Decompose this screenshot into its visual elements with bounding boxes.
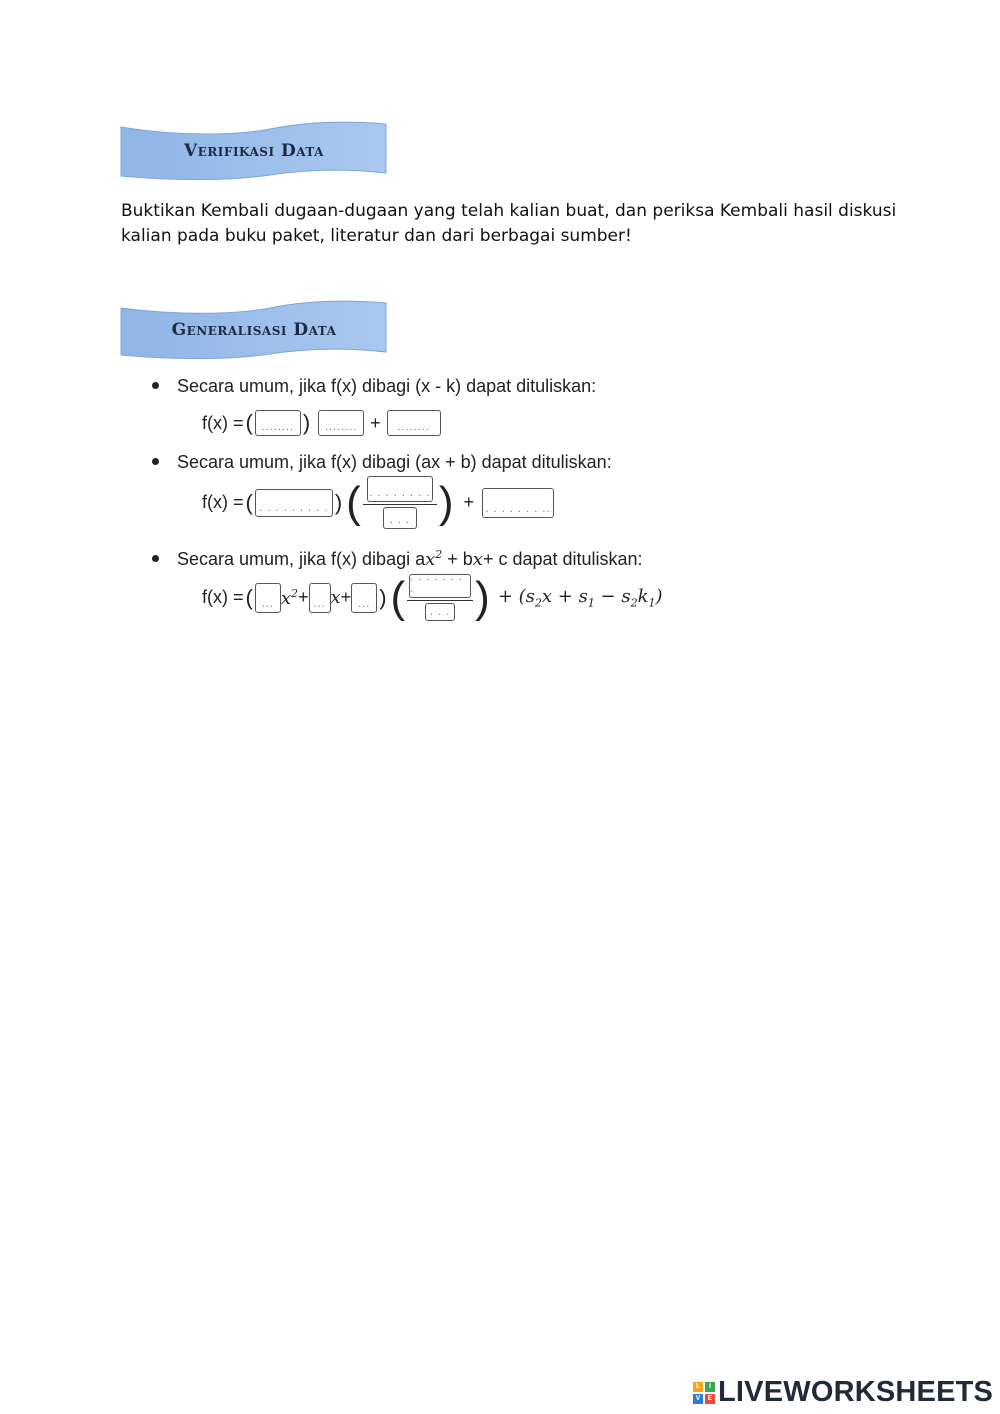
answer-box[interactable]: ........ — [255, 410, 301, 436]
bullet-item-1 — [152, 376, 596, 397]
fraction — [363, 476, 437, 529]
math-x: x — [472, 549, 483, 570]
denominator-box[interactable]: . . . — [425, 603, 455, 621]
formula-1 — [202, 410, 441, 436]
bullet-icon — [152, 458, 159, 465]
close-paren: ) — [334, 489, 343, 515]
bullet-item-3 — [152, 548, 643, 570]
formula-2 — [202, 476, 554, 529]
answer-box[interactable]: ... — [351, 583, 377, 613]
open-big-paren: ( — [346, 477, 361, 527]
plus-sign: + — [298, 587, 309, 607]
bullet-text-after: + c dapat dituliskan: — [482, 549, 643, 569]
answer-box[interactable]: ... — [255, 583, 281, 613]
math-x-squared: $x^2$ — [280, 586, 298, 609]
fraction-bar — [363, 504, 437, 505]
logo-grid-cell: L — [693, 1382, 703, 1392]
formula-lhs: f(x) = — [202, 492, 244, 512]
close-big-paren: ) — [438, 477, 454, 527]
section-banner-generalisasi — [120, 300, 388, 360]
formula-lhs: f(x) = — [202, 587, 244, 607]
close-big-paren: ) — [475, 572, 490, 622]
plus-sign: + — [370, 412, 381, 433]
formula-3 — [202, 571, 663, 622]
answer-box[interactable]: ........ — [387, 410, 441, 436]
logo-grid-cell: E — [705, 1394, 715, 1404]
close-paren: ) — [379, 584, 387, 610]
open-paren: ( — [245, 410, 253, 435]
formula-lhs: f(x) = — [202, 412, 244, 433]
instruction-paragraph: Buktikan Kembali dugaan-dugaan yang telah kalian buat, dan periksa Kembali hasil diskusi kalian pada buku paket, literatur dan dari berbagai sumber! — [121, 201, 897, 246]
bullet-text-before: Secara umum, jika f(x) dibagi a — [177, 549, 426, 569]
logo-text: LIVEWORKSHEETS — [718, 1376, 994, 1408]
answer-box[interactable]: ........ — [318, 410, 364, 436]
open-big-paren: ( — [390, 572, 406, 622]
fraction-bar — [407, 600, 473, 601]
answer-box[interactable]: . . . . . . . . . — [255, 489, 333, 517]
section-title: Generalisasi Data — [171, 320, 337, 340]
numerator-box[interactable]: . . . . . . . . — [367, 476, 433, 502]
answer-box[interactable]: . . . . . . . .. — [482, 488, 554, 518]
bullet-item-2 — [152, 452, 612, 473]
close-paren: ) — [302, 410, 311, 435]
logo-grid-cell: V — [693, 1394, 703, 1404]
answer-box[interactable]: ... — [309, 583, 331, 613]
numerator-box[interactable]: . . . . . . . . — [409, 574, 471, 598]
plus-sign: + — [340, 587, 352, 607]
remainder-expression: + $(s_2x + s_1 - s_2k_1)$ — [497, 585, 663, 610]
math-x: $x^2$ — [425, 548, 443, 570]
math-x: x — [330, 587, 341, 608]
bullet-icon — [152, 555, 159, 562]
logo-grid-icon — [693, 1382, 715, 1404]
open-paren: ( — [245, 584, 253, 610]
math-plus: + b — [442, 549, 473, 569]
open-paren: ( — [245, 489, 253, 515]
bullet-icon — [152, 382, 159, 389]
bullet-text: Secara umum, jika f(x) dibagi (ax + b) dapat dituliskan: — [177, 452, 612, 472]
denominator-box[interactable]: . . . — [383, 507, 417, 529]
section-title: Verifikasi Data — [184, 141, 324, 161]
bullet-text: Secara umum, jika f(x) dibagi (x - k) dapat dituliskan: — [177, 376, 597, 396]
liveworksheets-logo — [693, 1376, 993, 1409]
logo-grid-cell: I — [705, 1382, 715, 1392]
section-banner-verifikasi — [120, 121, 388, 181]
plus-sign: + — [463, 492, 474, 512]
fraction — [407, 571, 473, 621]
